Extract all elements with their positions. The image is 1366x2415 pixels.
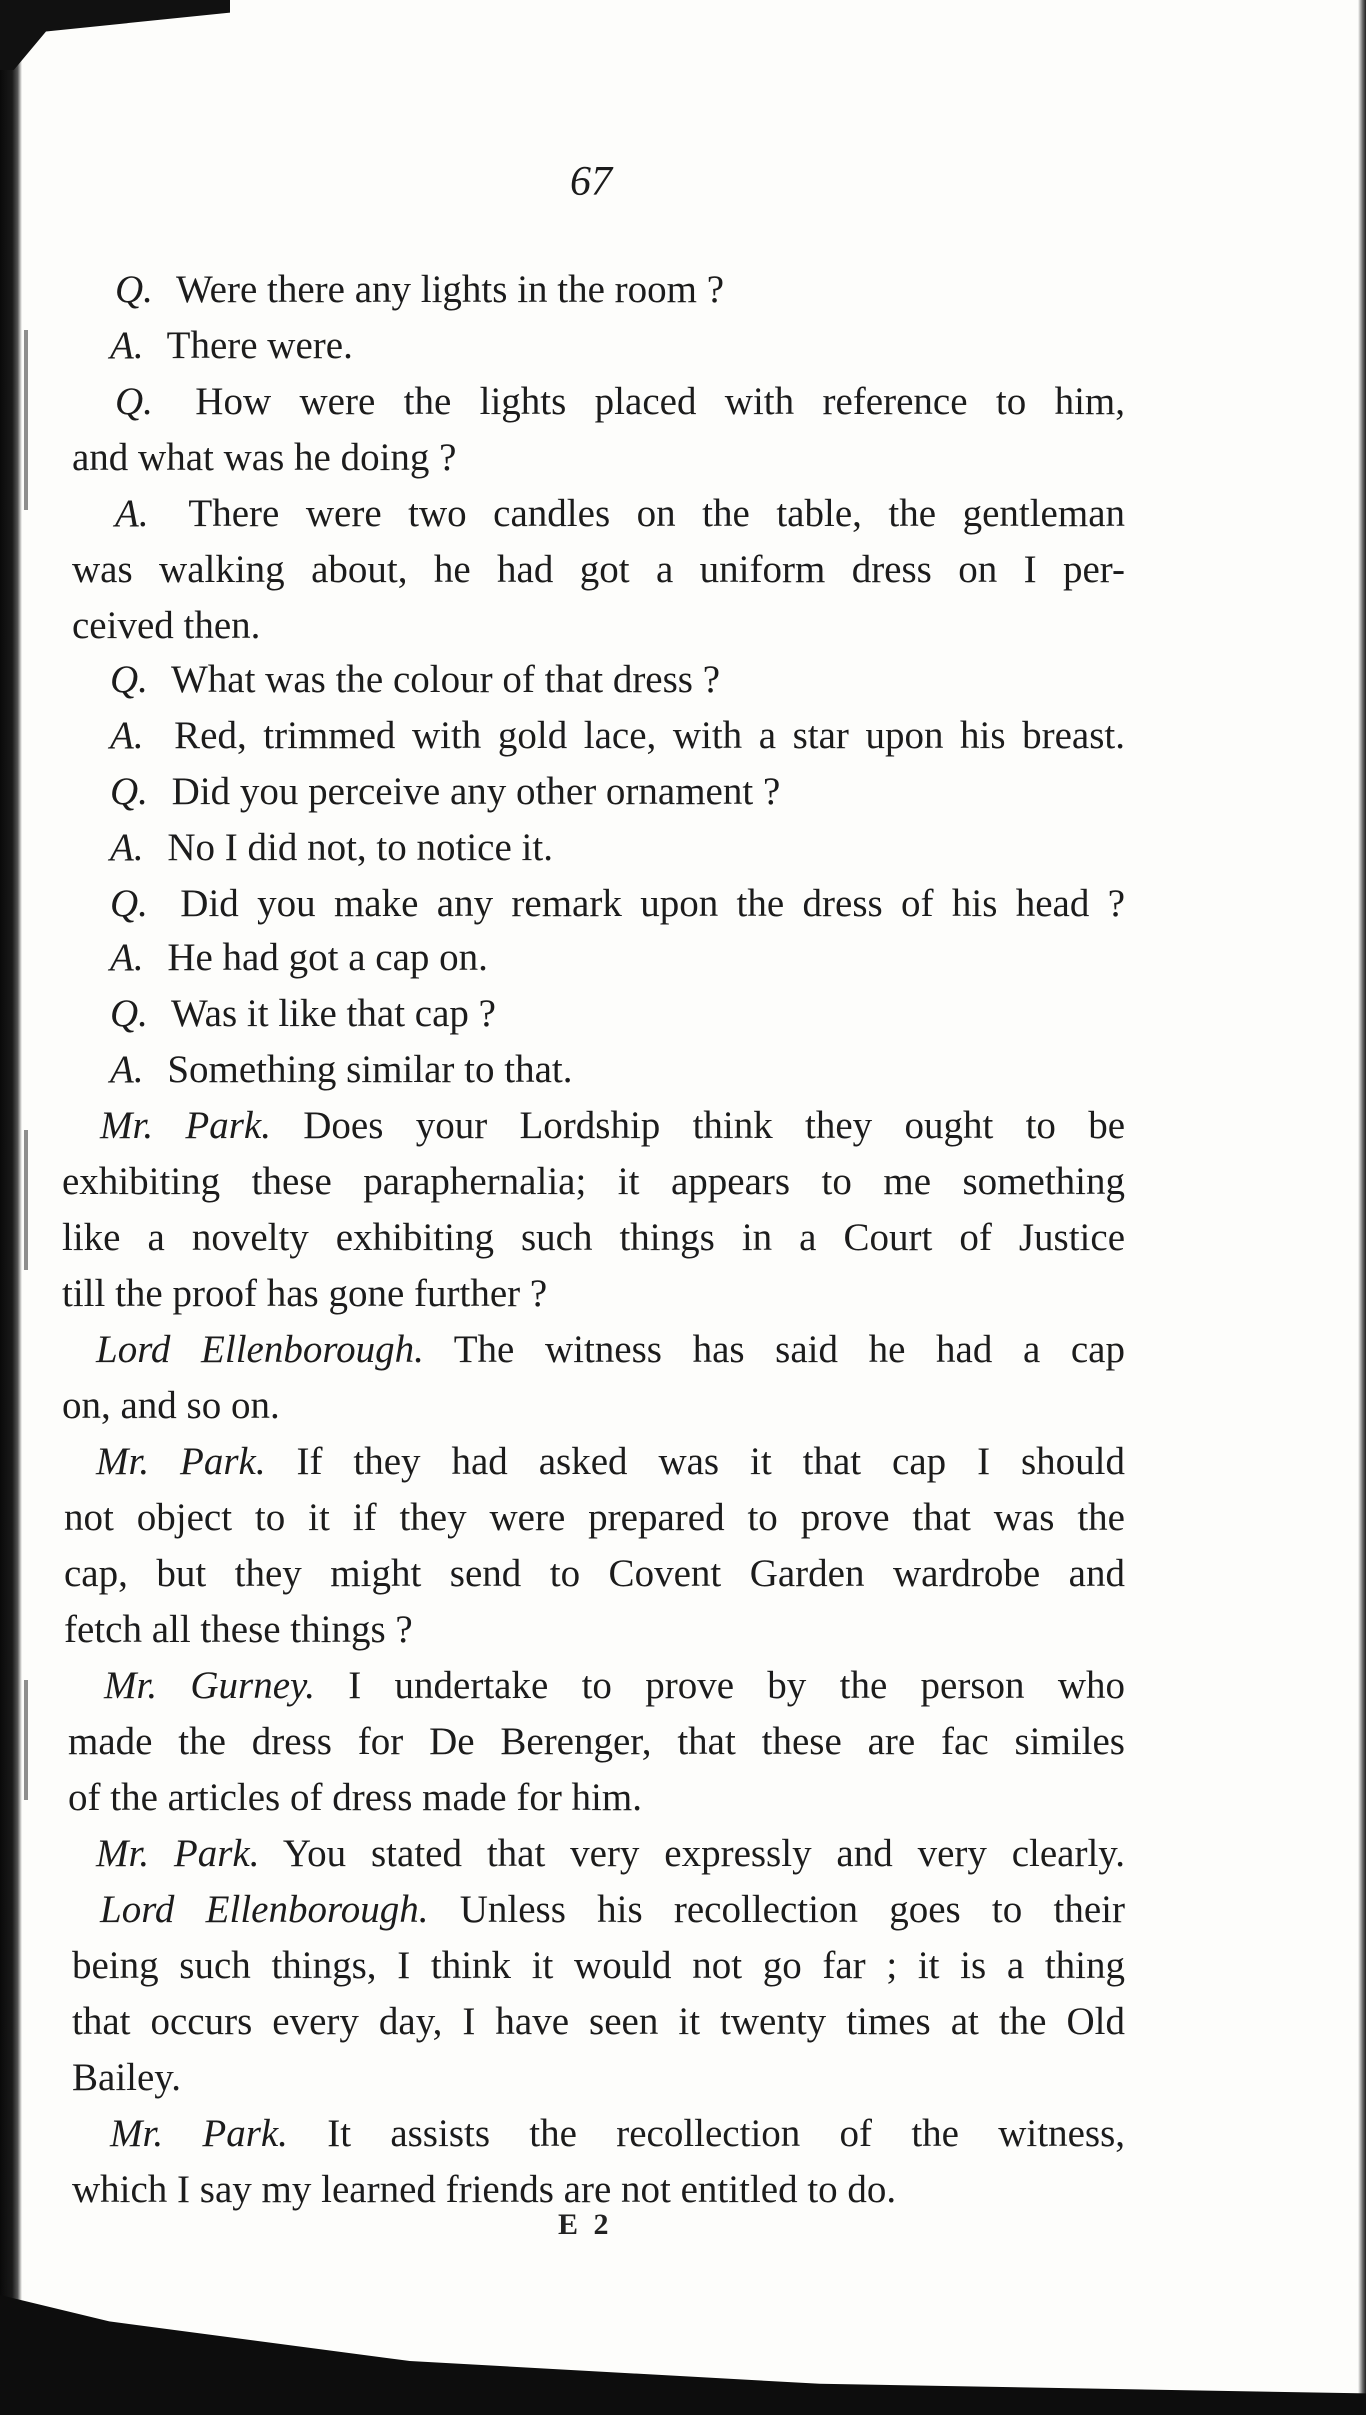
text-line [100, 1106, 1125, 1145]
line-text: Was it like that cap ? [170, 992, 496, 1035]
scan-artifact [24, 1680, 28, 1800]
line-text: The witness has said he had a cap [453, 1328, 1125, 1371]
line-text: like a novelty exhibiting such things in a Court of Justice [62, 1216, 1125, 1259]
text-line [96, 1834, 1125, 1873]
text-line [72, 2170, 896, 2209]
text-line [110, 938, 488, 977]
speaker-label: Mr. Park. [110, 2112, 288, 2155]
text-line [110, 884, 1125, 923]
speaker-label: Q. [115, 268, 153, 311]
text-line [110, 2114, 1125, 2153]
text-line [110, 660, 720, 699]
text-line [72, 2058, 181, 2097]
scan-edge-bottom [0, 2295, 1366, 2415]
text-line [68, 1778, 642, 1817]
line-text: Were there any lights in the room ? [175, 268, 725, 311]
line-text: cap, but they might send to Covent Garden wardrobe and [64, 1552, 1125, 1595]
line-text: that occurs every day, I have seen it twenty times at the Old [72, 2000, 1125, 2043]
text-line [68, 1722, 1125, 1761]
line-text: Did you make any remark upon the dress of his head ? [180, 882, 1126, 925]
text-line [100, 1890, 1125, 1929]
line-text: ceived then. [72, 604, 261, 647]
scan-edge-right [1358, 0, 1366, 2415]
text-line [110, 828, 553, 867]
text-line [62, 1274, 547, 1313]
text-line [64, 1554, 1125, 1593]
speaker-label: Q. [115, 380, 153, 423]
binding-shadow-left [0, 0, 22, 2415]
text-line [104, 1666, 1125, 1705]
speaker-label: Lord Ellenborough. [96, 1328, 424, 1371]
text-line [72, 2002, 1125, 2041]
text-line [115, 382, 1125, 421]
speaker-label: A. [110, 324, 144, 367]
text-line [72, 550, 1125, 589]
text-line [96, 1442, 1125, 1481]
text-line [62, 1218, 1125, 1257]
speaker-label: Q. [110, 992, 148, 1035]
line-text: Unless his recollection goes to their [459, 1888, 1125, 1931]
text-line [72, 1946, 1125, 1985]
line-text: You stated that very expressly and very clearly. [282, 1832, 1126, 1875]
line-text: I undertake to prove by the person who [348, 1664, 1125, 1707]
line-text: There were two candles on the table, the gentleman [188, 492, 1126, 535]
speaker-label: Mr. Park. [100, 1104, 271, 1147]
text-line [115, 494, 1125, 533]
line-text: There were. [166, 324, 353, 367]
scan-corner-top [0, 0, 230, 70]
text-line [96, 1330, 1125, 1369]
line-text: Red, trimmed with gold lace, with a star upon his breast. [174, 714, 1125, 757]
line-text: made the dress for De Berenger, that these are fac similes [68, 1720, 1125, 1763]
line-text: and what was he doing ? [72, 436, 457, 479]
speaker-label: A. [110, 1048, 144, 1091]
line-text: which I say my learned friends are not entitled to do. [72, 2168, 897, 2211]
line-text: Something similar to that. [167, 1048, 573, 1091]
line-text: How were the lights placed with reference to him, [195, 380, 1125, 423]
line-text: Bailey. [72, 2056, 182, 2099]
speaker-label: Q. [110, 882, 148, 925]
text-line [72, 438, 456, 477]
text-line [64, 1498, 1125, 1537]
text-line [72, 606, 260, 645]
scan-artifact [24, 330, 28, 510]
line-text: What was the colour of that dress ? [170, 658, 721, 701]
speaker-label: A. [110, 936, 144, 979]
speaker-label: Q. [110, 770, 148, 813]
speaker-label: Mr. Gurney. [104, 1664, 315, 1707]
text-line [110, 326, 353, 365]
line-text: being such things, I think it would not go far ; it is a thing [72, 1944, 1125, 1987]
line-text: not object to it if they were prepared to prove that was the [64, 1496, 1125, 1539]
speaker-label: Mr. Park. [96, 1440, 266, 1483]
text-line [64, 1610, 413, 1649]
line-text: fetch all these things ? [64, 1608, 413, 1651]
line-text: on, and so on. [62, 1384, 280, 1427]
line-text: It assists the recollection of the witness, [327, 2112, 1125, 2155]
line-text: Does your Lordship think they ought to be [303, 1104, 1126, 1147]
speaker-label: A. [110, 714, 144, 757]
text-line [110, 772, 780, 811]
speaker-label: A. [115, 492, 149, 535]
line-text: till the proof has gone further ? [62, 1272, 548, 1315]
line-text: exhibiting these paraphernalia; it appears to me something [62, 1160, 1125, 1203]
speaker-label: Q. [110, 658, 148, 701]
signature-mark: E 2 [558, 2208, 613, 2241]
scan-artifact [24, 1130, 28, 1270]
line-text: No I did not, to notice it. [167, 826, 553, 869]
line-text: was walking about, he had got a uniform dress on I per- [72, 548, 1125, 591]
speaker-label: Mr. Park. [96, 1832, 260, 1875]
line-text: He had got a cap on. [167, 936, 488, 979]
text-line [62, 1162, 1125, 1201]
speaker-label: A. [110, 826, 144, 869]
text-line [110, 1050, 572, 1089]
text-line [115, 270, 724, 309]
text-line [110, 716, 1125, 755]
line-text: of the articles of dress made for him. [68, 1776, 642, 1819]
page-number: 67 [570, 159, 612, 205]
text-line [62, 1386, 280, 1425]
line-text: If they had asked was it that cap I should [296, 1440, 1126, 1483]
speaker-label: Lord Ellenborough. [100, 1888, 429, 1931]
text-line [110, 994, 496, 1033]
line-text: Did you perceive any other ornament ? [171, 770, 781, 813]
